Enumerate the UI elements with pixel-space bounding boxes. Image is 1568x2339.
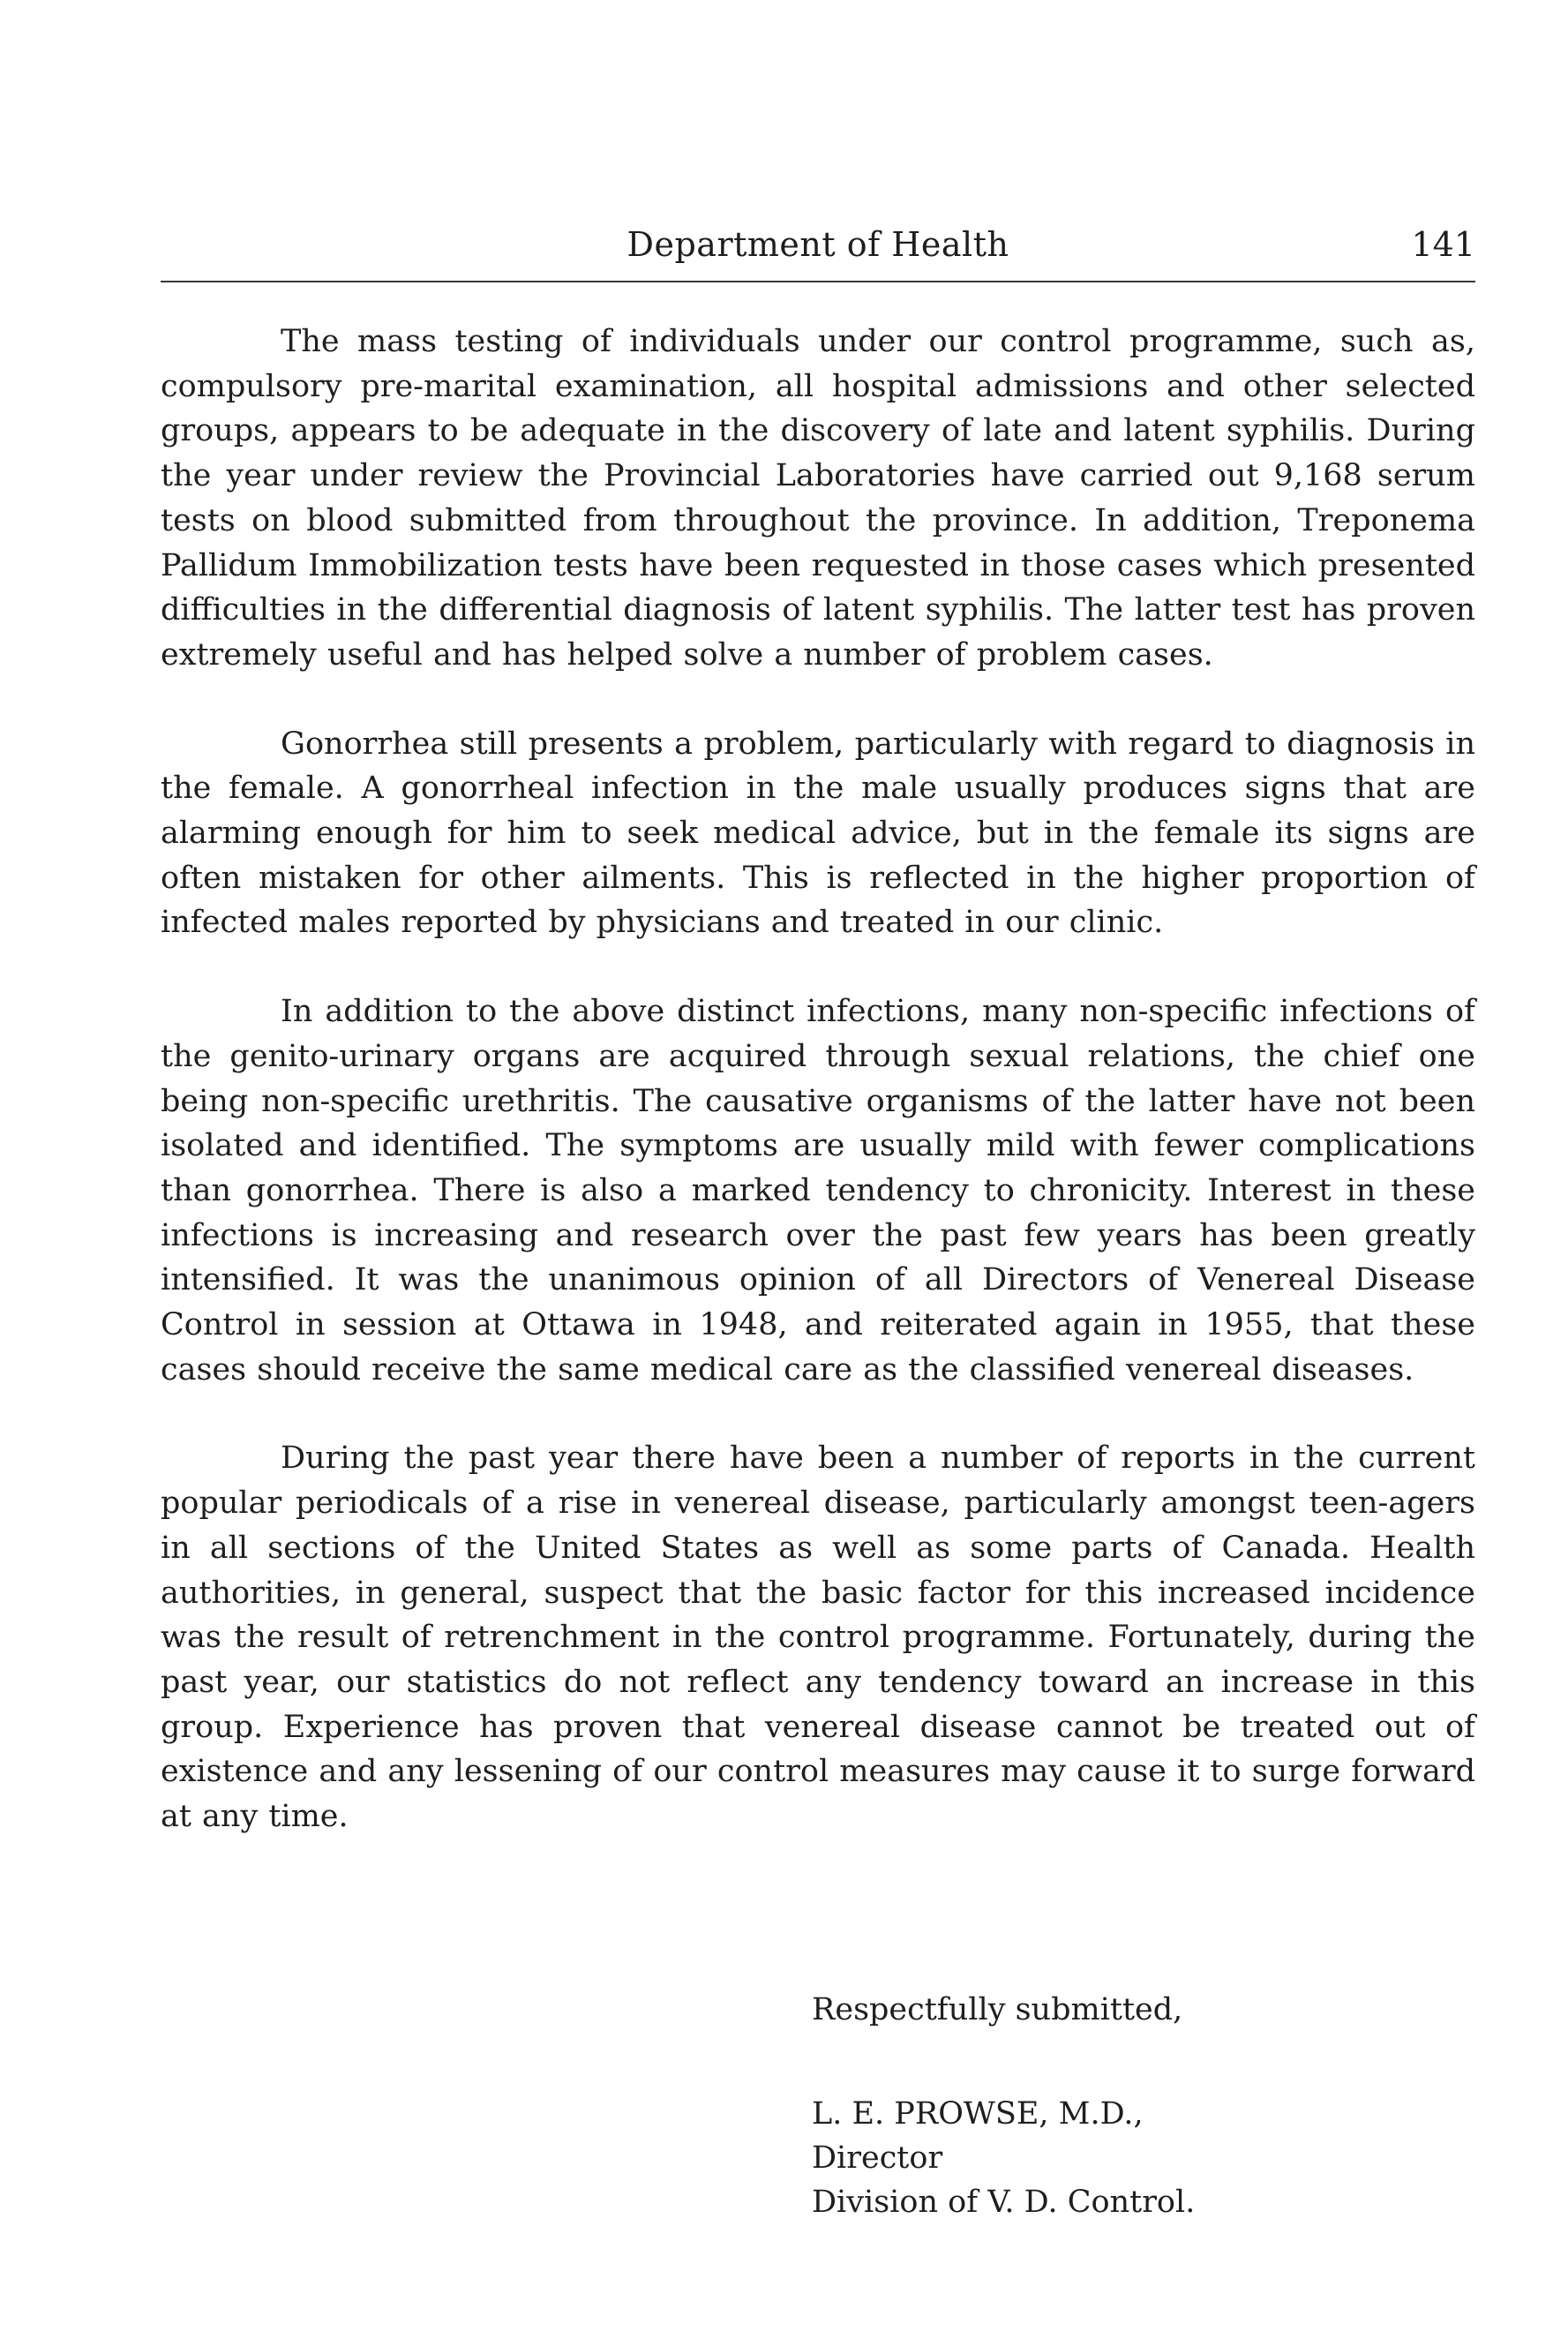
running-header <box>161 225 1475 278</box>
signatory-division: Division of V. D. Control. <box>812 2185 1196 2220</box>
running-header-title: Department of Health <box>626 225 1009 264</box>
signature-block <box>812 1988 1429 2224</box>
header-rule <box>161 281 1475 282</box>
sign-off: Respectfully submitted, <box>812 1992 1183 2027</box>
paragraph-syphilis-testing: The mass testing of individuals under our control programme, such as, compulsory pre-marital examination, all hospital admissions and other selected groups, appears to be adequate in the discovery of late and latent syphilis. During the year under review the Provincial Laboratories have carried out 9,168 serum tests on blood submitted from throughout the province. In addition, Treponema Pallidum Immobilization tests have been requested in those cases which presented difficulties in the differential diagnosis of latent syphilis. The latter test has proven extremely useful and has helped solve a number of problem cases. <box>161 324 1475 673</box>
page-number: 141 <box>1411 225 1475 264</box>
body-text <box>161 320 1475 1884</box>
paragraph-non-specific-infections: In addition to the above distinct infections, many non-specific infections of the genito-urinary organs are acquired through sexual relations, the chief one being non-specific urethritis. The causative organisms of the latter have not been isolated and identified. The symptoms are usually mild with fewer complications than gonorrhea. There is also a marked tendency to chronicity. Interest in these infections is increasing and research over the past few years has been greatly intensified. It was the unanimous opinion of all Directors of Venereal Disease Control in session at Ottawa in 1948, and reiterated again in 1955, that these cases should receive the same medical care as the classified venereal diseases. <box>161 994 1475 1388</box>
signatory-name: L. E. PROWSE, M.D., <box>812 2096 1144 2132</box>
signatory-position: Director <box>812 2140 943 2176</box>
paragraph-gonorrhea: Gonorrhea still presents a problem, particularly with regard to diagnosis in the female. A gonorrheal infection in the male usually produces signs that are alarming enough for him to seek medical advice, but in the female its signs are often mistaken for other ailments. This is reflected in the higher proportion of infected males reported by physicians and treated in our clinic. <box>161 726 1475 941</box>
paragraph-venereal-disease-trends: During the past year there have been a number of reports in the current popular periodicals of a rise in venereal disease, particularly amongst teen-agers in all sections of the United States as well as some parts of Canada. Health authorities, in general, suspect that the basic factor for this increased incidence was the result of retrenchment in the control programme. Fortunately, during the past year, our statistics do not reflect any tendency toward an increase in this group. Experience has proven that venereal disease cannot be treated out of existence and any lessening of our control measures may cause it to surge forward at any time. <box>161 1440 1475 1835</box>
